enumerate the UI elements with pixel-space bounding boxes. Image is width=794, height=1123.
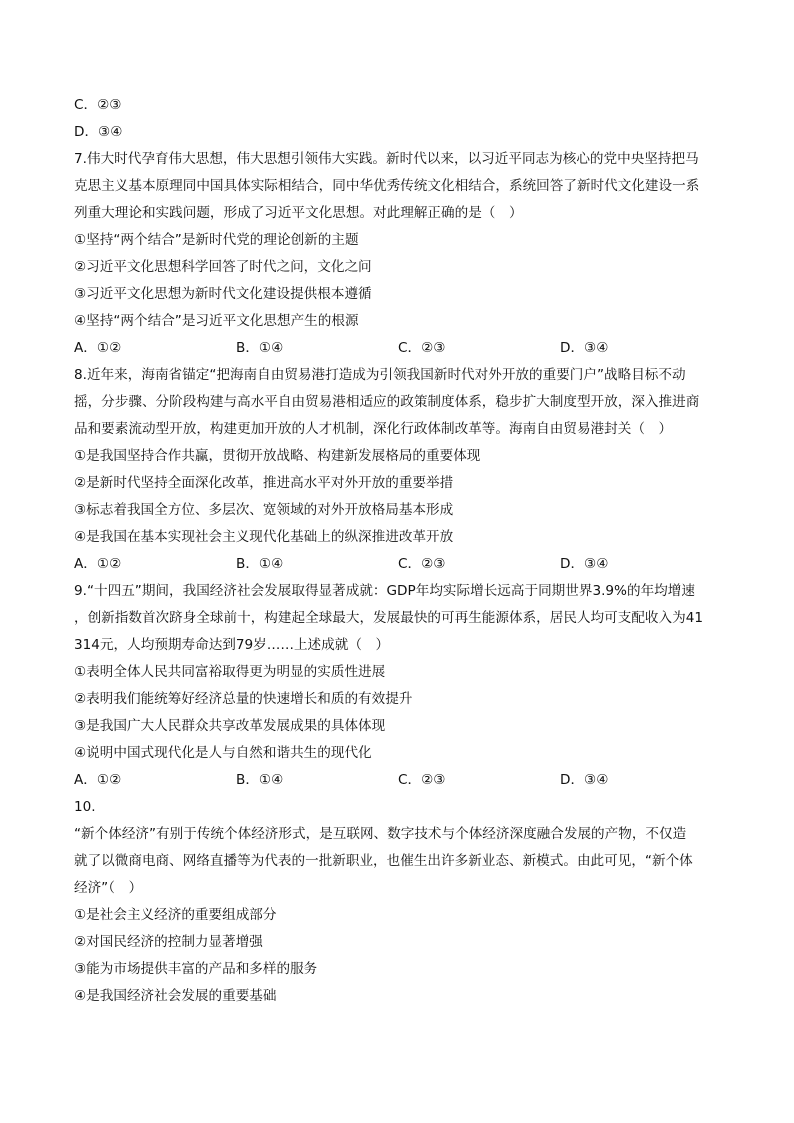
statement-item: ②习近平文化思想科学回答了时代之问，文化之问 [74, 259, 372, 275]
exam-page [74, 92, 720, 1010]
statement-item: ①是社会主义经济的重要组成部分 [74, 907, 277, 923]
question-stem-line: ，创新指数首次跻身全球前十，构建起全球最大，发展最快的可再生能源体系，居民人均可支配收入为41 [74, 610, 704, 626]
question-stem-line: 品和要素流动型开放，构建更加开放的人才机制，深化行政体制改革等。海南自由贸易港封关（ ） [74, 421, 673, 437]
statement-item: ④是我国在基本实现社会主义现代化基础上的纵深推进改革开放 [74, 529, 454, 545]
statement-item: ③能为市场提供丰富的产品和多样的服务 [74, 961, 318, 977]
question-number: 10. [74, 799, 96, 815]
question-stem-line: 经济”（ ） [74, 880, 143, 896]
statement-item: ①坚持“两个结合”是新时代党的理论创新的主题 [74, 232, 359, 248]
statement-item: ④说明中国式现代化是人与自然和谐共生的现代化 [74, 745, 372, 761]
statement-item: ①表明全体人民共同富裕取得更为明显的实质性进展 [74, 664, 386, 680]
question-stem-line: 9.“十四五”期间，我国经济社会发展取得显著成就：GDP年均实际增长远高于同期世界3.9%的年均增速 [74, 583, 695, 599]
statement-item: ②对国民经济的控制力显著增强 [74, 934, 263, 950]
option-a: A．①② [74, 556, 122, 572]
statement-item: ④坚持“两个结合”是习近平文化思想产生的根源 [74, 313, 359, 329]
question-7 [74, 146, 720, 362]
question-stem-line: 列重大理论和实践问题，形成了习近平文化思想。对此理解正确的是（ ） [74, 205, 523, 221]
option-d: D．③④ [74, 124, 123, 140]
option-d: D．③④ [560, 772, 609, 788]
statement-item: ②表明我们能统筹好经济总量的快速增长和质的有效提升 [74, 691, 413, 707]
question-stem-line: “新个体经济”有别于传统个体经济形式，是互联网、数字技术与个体经济深度融合发展的产物，不仅造 [74, 826, 687, 842]
question-stem-line: 314元，人均预期寿命达到79岁……上述成就（ ） [74, 637, 390, 653]
question-stem-line: 克思主义基本原理同中国具体实际相结合，同中华优秀传统文化相结合，系统回答了新时代文化建设一系 [74, 178, 700, 194]
option-d: D．③④ [560, 556, 609, 572]
option-b: B．①④ [236, 772, 284, 788]
answer-options [74, 335, 720, 362]
question-stem-line: 摇，分步骤、分阶段构建与高水平自由贸易港相适应的政策制度体系，稳步扩大制度型开放，深入推进商 [74, 394, 700, 410]
question-9 [74, 578, 720, 794]
statement-item: ①是我国坚持合作共赢，贯彻开放战略、构建新发展格局的重要体现 [74, 448, 481, 464]
option-c: C．②③ [398, 556, 446, 572]
question-10 [74, 794, 720, 1010]
option-a: A．①② [74, 772, 122, 788]
option-a: A．①② [74, 340, 122, 356]
answer-options [74, 767, 720, 794]
answer-options [74, 551, 720, 578]
question-stem-line: 就了以微商电商、网络直播等为代表的一批新职业，也催生出许多新业态、新模式。由此可见，“新个体 [74, 853, 693, 869]
question-stem-line: 7.伟大时代孕育伟大思想，伟大思想引领伟大实践。新时代以来，以习近平同志为核心的党中央坚持把马 [74, 151, 699, 167]
question-stem-line: 8.近年来，海南省锚定“把海南自由贸易港打造成为引领我国新时代对外开放的重要门户”战略目标不动 [74, 367, 686, 383]
statement-item: ④是我国经济社会发展的重要基础 [74, 988, 277, 1004]
option-c: C．②③ [74, 97, 122, 113]
option-b: B．①④ [236, 340, 284, 356]
option-b: B．①④ [236, 556, 284, 572]
statement-item: ③是我国广大人民群众共享改革发展成果的具体体现 [74, 718, 386, 734]
statement-item: ③习近平文化思想为新时代文化建设提供根本遵循 [74, 286, 372, 302]
statement-item: ③标志着我国全方位、多层次、宽领域的对外开放格局基本形成 [74, 502, 454, 518]
option-c: C．②③ [398, 340, 446, 356]
option-d: D．③④ [560, 340, 609, 356]
statement-item: ②是新时代坚持全面深化改革，推进高水平对外开放的重要举措 [74, 475, 454, 491]
option-c: C．②③ [398, 772, 446, 788]
question-8 [74, 362, 720, 578]
